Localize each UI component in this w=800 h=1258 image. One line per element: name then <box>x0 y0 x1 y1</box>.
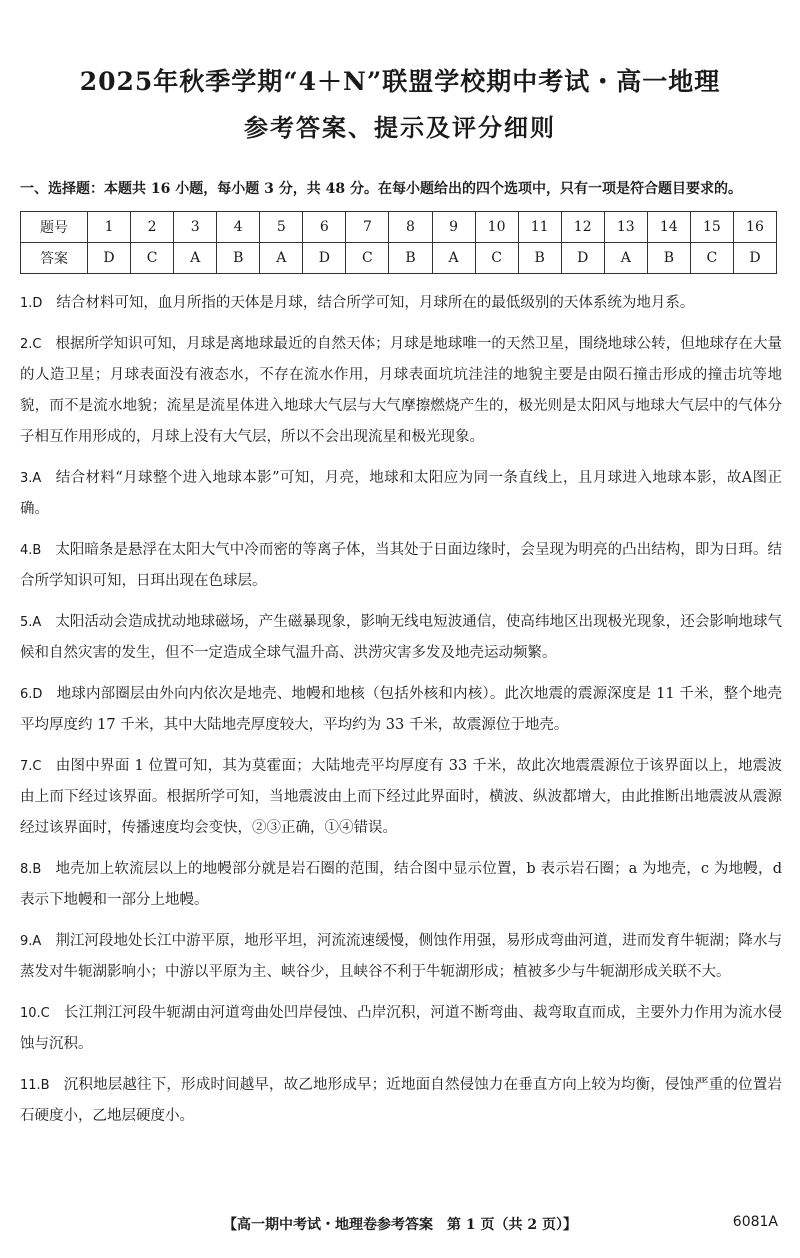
table-cell-answer: D <box>303 243 346 274</box>
table-cell-number: 13 <box>604 212 647 243</box>
row-label-number: 题号 <box>21 212 88 243</box>
item-number: 4.B <box>20 543 42 558</box>
item-text: 太阳活动会造成扰动地球磁场，产生磁暴现象，影响无线电短波通信，使高纬地区出现极光现象，还会影响地球气候和自然灾害的发生，但不一定造成全球气温升高、洪涝灾害多发及地壳运动频繁。 <box>20 614 782 661</box>
table-cell-number: 15 <box>690 212 733 243</box>
explanation-item <box>20 329 782 453</box>
table-cell-number: 8 <box>389 212 432 243</box>
table-cell-answer: B <box>217 243 260 274</box>
item-number: 6.D <box>20 687 43 702</box>
table-cell-answer: A <box>174 243 217 274</box>
item-text: 地壳加上软流层以上的地幔部分就是岩石圈的范围，结合图中显示位置，b 表示岩石圈；a 为地壳，c 为地幔，d 表示下地幔和一部分上地幔。 <box>20 861 782 908</box>
explanation-item <box>20 288 782 319</box>
explanation-item <box>20 607 782 669</box>
item-number: 1.D <box>20 296 43 311</box>
section-heading: 一、选择题：本题共 16 小题，每小题 3 分，共 48 分。在每小题给出的四个选项中，只有一项是符合题目要求的。 <box>20 181 742 197</box>
table-cell-number: 1 <box>88 212 131 243</box>
item-number: 8.B <box>20 862 42 877</box>
explanation-item <box>20 854 782 916</box>
question-number-row <box>21 212 777 243</box>
item-text: 结合材料可知，血月所指的天体是月球，结合所学可知，月球所在的最低级别的天体系统为地月系。 <box>56 295 695 311</box>
table-cell-answer: C <box>131 243 174 274</box>
table-cell-answer: A <box>432 243 475 274</box>
table-cell-answer: D <box>733 243 776 274</box>
explanation-item <box>20 926 782 988</box>
table-cell-number: 12 <box>561 212 604 243</box>
table-cell-answer: D <box>88 243 131 274</box>
explanation-item <box>20 535 782 597</box>
table-cell-answer: C <box>346 243 389 274</box>
table-cell-answer: D <box>561 243 604 274</box>
explanation-item <box>20 679 782 741</box>
explanation-item <box>20 998 782 1060</box>
item-number: 2.C <box>20 337 42 352</box>
item-number: 11.B <box>20 1078 50 1093</box>
item-number: 5.A <box>20 615 42 630</box>
item-text: 地球内部圈层由外向内依次是地壳、地幔和地核（包括外核和内核）。此次地震的震源深度是 11 千米，整个地壳平均厚度约 17 千米，其中大陆地壳厚度较大，平均约为 33 千米，故震源位于地壳。 <box>20 686 782 733</box>
table-cell-number: 4 <box>217 212 260 243</box>
item-text: 由图中界面 1 位置可知，其为莫霍面；大陆地壳平均厚度有 33 千米，故此次地震震源位于该界面以上，地震波由上而下经过该界面。根据所学可知，当地震波由上而下经过此界面时，横波、纵波都增大，由此推断出地震波从震源经过该界面时，传播速度均会变快，②③正确，①④错误。 <box>20 758 782 836</box>
table-cell-number: 5 <box>260 212 303 243</box>
table-cell-answer: B <box>389 243 432 274</box>
item-number: 7.C <box>20 759 42 774</box>
table-cell-number: 14 <box>647 212 690 243</box>
table-cell-number: 6 <box>303 212 346 243</box>
document-code: 6081A <box>732 1214 778 1230</box>
explanation-item <box>20 751 782 844</box>
explanation-list <box>20 288 782 1142</box>
item-text: 长江荆江河段牛轭湖由河道弯曲处凹岸侵蚀、凸岸沉积，河道不断弯曲、裁弯取直而成，主要外力作用为流水侵蚀与沉积。 <box>20 1005 782 1052</box>
item-number: 10.C <box>20 1006 50 1021</box>
page-footer: 【高一期中考试・地理卷参考答案 第 1 页（共 2 页）】 <box>223 1217 577 1233</box>
explanation-item <box>20 463 782 525</box>
table-cell-number: 10 <box>475 212 518 243</box>
table-cell-number: 11 <box>518 212 561 243</box>
item-number: 3.A <box>20 471 42 486</box>
answer-table <box>20 211 777 274</box>
item-text: 沉积地层越往下，形成时间越早，故乙地形成早；近地面自然侵蚀力在垂直方向上较为均衡，侵蚀严重的位置岩石硬度小，乙地层硬度小。 <box>20 1077 782 1124</box>
item-text: 荆江河段地处长江中游平原，地形平坦，河流流速缓慢，侧蚀作用强，易形成弯曲河道，进而发育牛轭湖；降水与蒸发对牛轭湖影响小；中游以平原为主、峡谷少，且峡谷不利于牛轭湖形成；植被多少与牛轭湖形成关联不大。 <box>20 933 782 980</box>
table-cell-answer: B <box>647 243 690 274</box>
answer-row <box>21 243 777 274</box>
item-number: 9.A <box>20 934 42 949</box>
table-cell-answer: A <box>260 243 303 274</box>
table-cell-number: 3 <box>174 212 217 243</box>
explanation-item <box>20 1070 782 1132</box>
table-cell-number: 16 <box>733 212 776 243</box>
table-cell-answer: C <box>690 243 733 274</box>
item-text: 结合材料“月球整个进入地球本影”可知，月亮，地球和太阳应为同一条直线上，且月球进入地球本影，故A图正确。 <box>20 470 782 517</box>
table-cell-number: 2 <box>131 212 174 243</box>
row-label-answer: 答案 <box>21 243 88 274</box>
page-title: 2025年秋季学期“4＋N”联盟学校期中考试・高一地理 <box>79 67 721 96</box>
item-text: 根据所学知识可知，月球是离地球最近的自然天体；月球是地球唯一的天然卫星，围绕地球公转，但地球存在大量的人造卫星；月球表面没有液态水，不存在流水作用，月球表面坑坑洼洼的地貌主要是由陨石撞击形成的撞击坑等地貌，而不是流水地貌；流星是流星体进入地球大气层与大气摩擦燃烧产生的，极光则是太阳风与地球大气层中的气体分子相互作用形成的，月球上没有大气层，所以不会出现流星和极光现象。 <box>20 336 782 445</box>
table-cell-answer: C <box>475 243 518 274</box>
table-cell-answer: A <box>604 243 647 274</box>
item-text: 太阳暗条是悬浮在太阳大气中冷而密的等离子体，当其处于日面边缘时，会呈现为明亮的凸出结构，即为日珥。结合所学知识可知，日珥出现在色球层。 <box>20 542 782 589</box>
page-subtitle: 参考答案、提示及评分细则 <box>244 113 556 142</box>
table-cell-answer: B <box>518 243 561 274</box>
table-cell-number: 7 <box>346 212 389 243</box>
table-cell-number: 9 <box>432 212 475 243</box>
